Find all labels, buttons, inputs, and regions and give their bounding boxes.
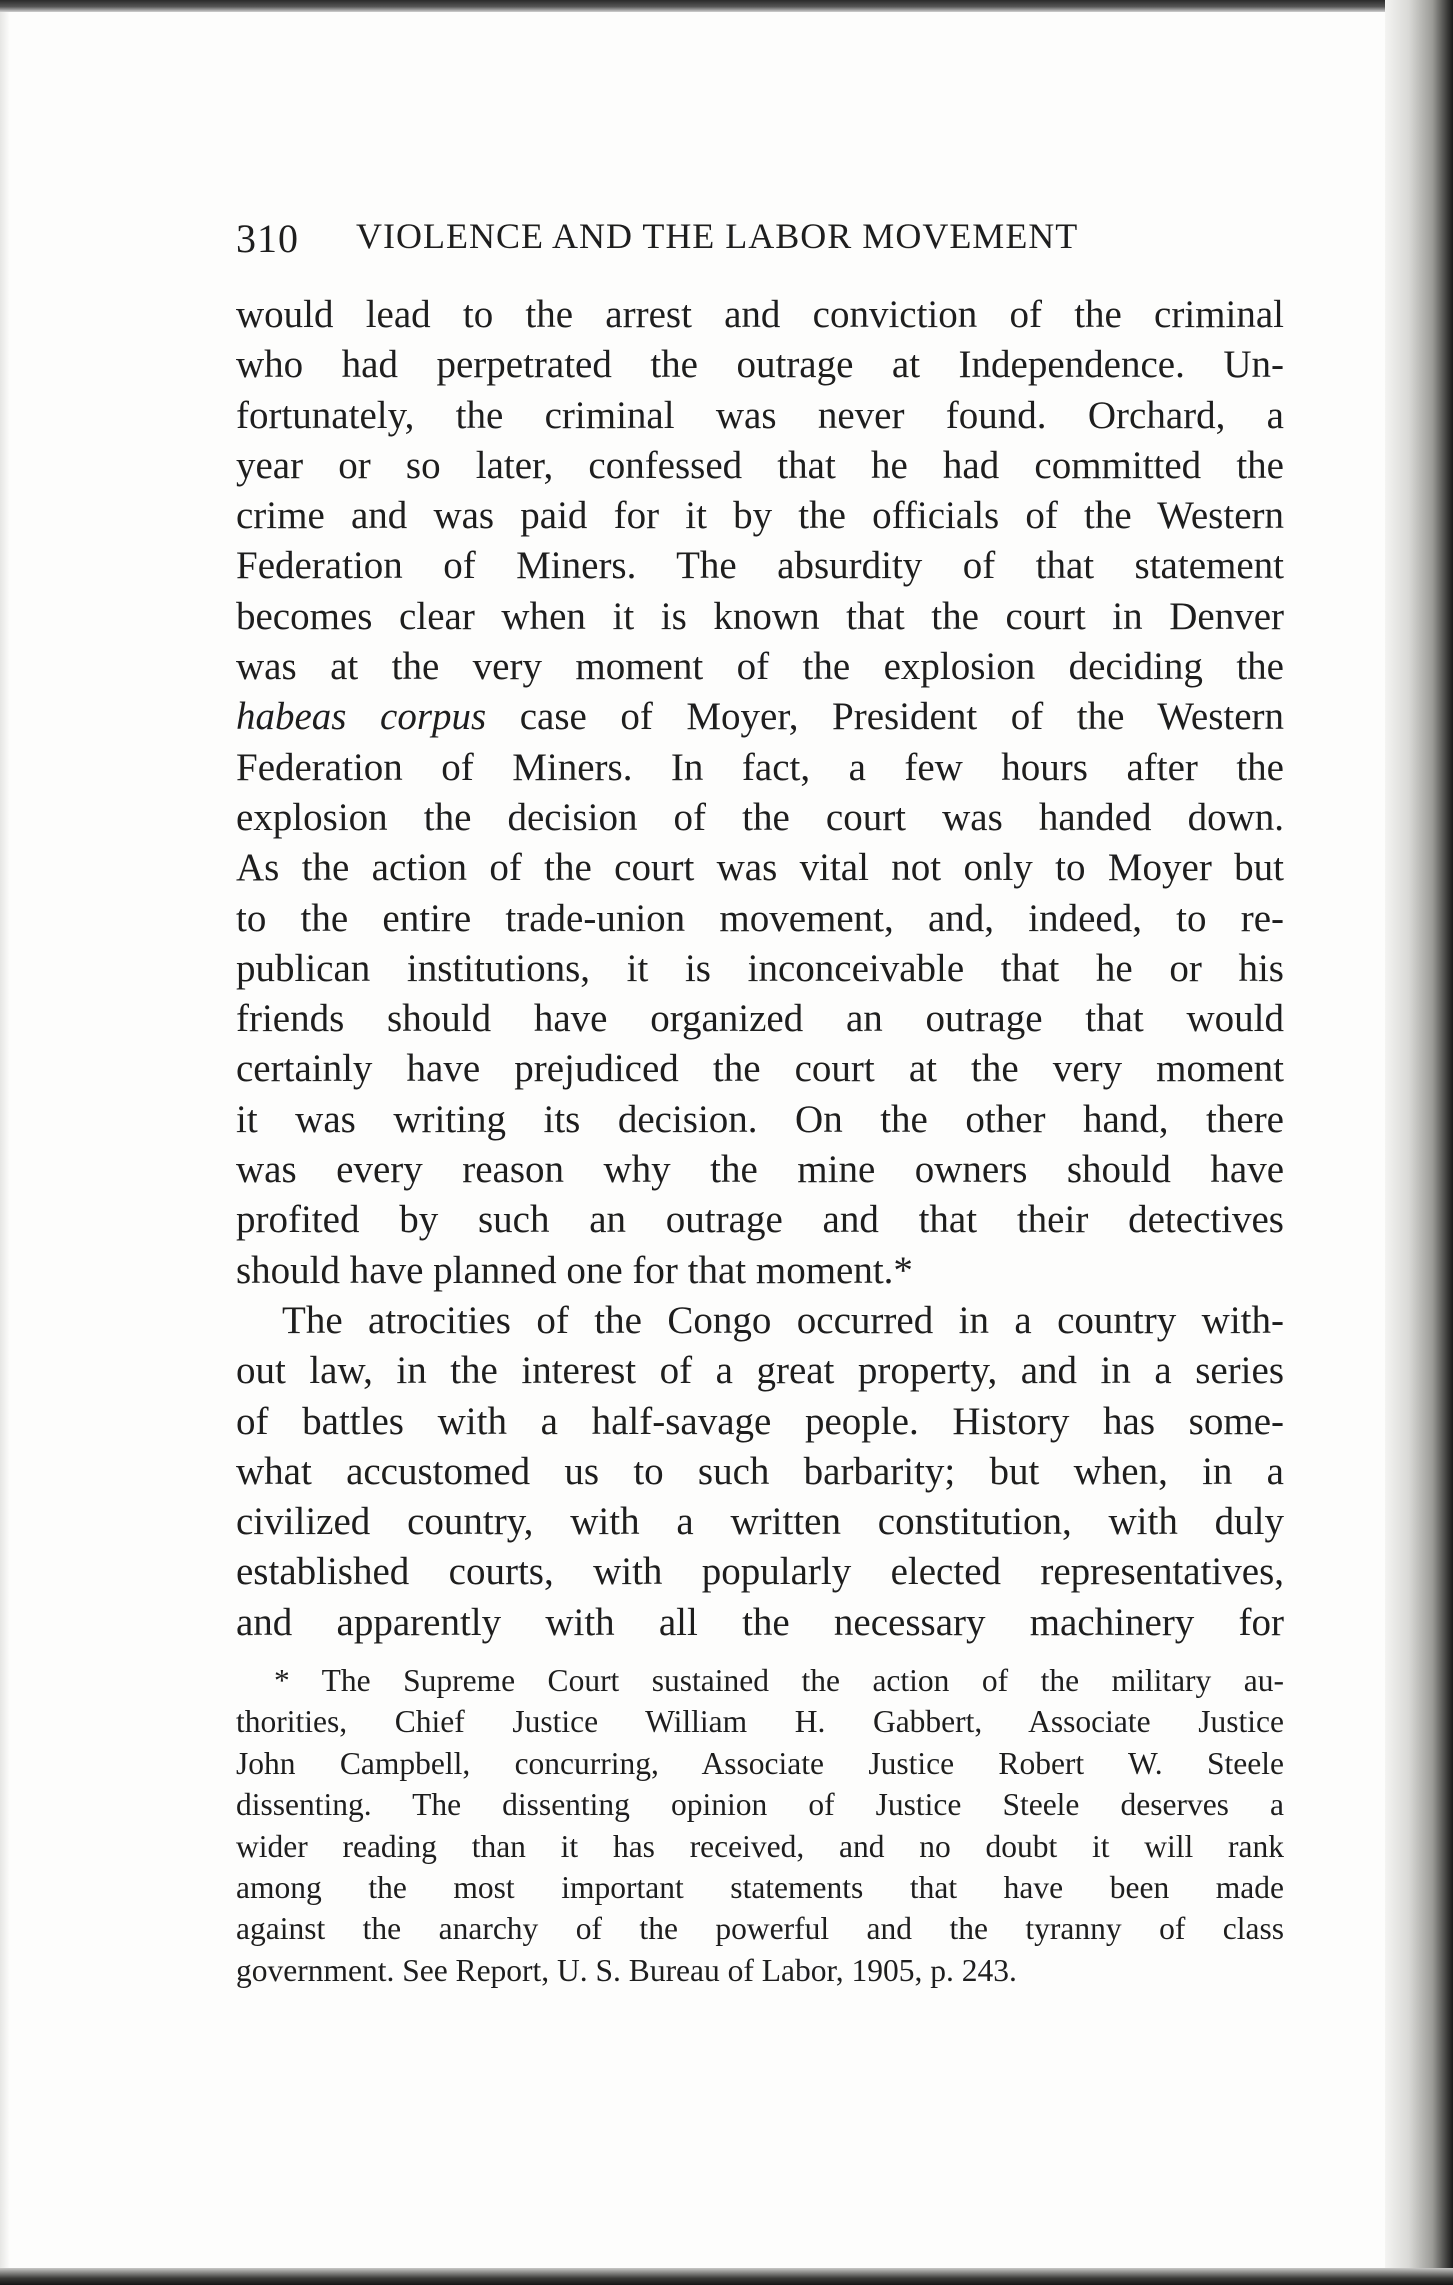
text-line: fortunately, the criminal was never found. Orchard, a xyxy=(236,393,1284,437)
text-line: of battles with a half-savage people. History has some- xyxy=(236,1399,1284,1443)
footnote-line: * The Supreme Court sustained the action of the military au- xyxy=(274,1663,1284,1698)
page-number: 310 xyxy=(236,216,299,261)
text-line: what accustomed us to such barbarity; but when, in a xyxy=(236,1449,1284,1493)
text-line: As the action of the court was vital not only to Moyer but xyxy=(236,846,1284,890)
body-text xyxy=(236,290,1284,1648)
text-line: who had perpetrated the outrage at Independence. Un- xyxy=(236,343,1284,387)
paragraph-2 xyxy=(236,1296,1284,1648)
text-line: explosion the decision of the court was handed down. xyxy=(236,795,1284,839)
footnote-line: dissenting. The dissenting opinion of Justice Steele deserves a xyxy=(236,1787,1284,1823)
footnote-line: government. See Report, U. S. Bureau of Labor, 1905, p. 243. xyxy=(236,1952,1017,1988)
text-line: would lead to the arrest and conviction of the criminal xyxy=(236,293,1284,336)
footnote xyxy=(236,1660,1284,1991)
footnote-line: wider reading than it has received, and no doubt it will rank xyxy=(236,1828,1284,1864)
text-line: profited by such an outrage and that their detectives xyxy=(236,1198,1284,1242)
text-line: out law, in the interest of a great property, and in a series xyxy=(236,1349,1284,1393)
text-line: civilized country, with a written constitution, with duly xyxy=(236,1500,1284,1544)
page-binding-shadow xyxy=(1385,0,1453,2285)
text-line: to the entire trade-union movement, and, indeed, to re- xyxy=(236,896,1284,940)
text-line: was at the very moment of the explosion deciding the xyxy=(236,645,1284,689)
paragraph-1 xyxy=(236,290,1284,1296)
text-line: it was writing its decision. On the other hand, there xyxy=(236,1097,1284,1141)
footnote-line: among the most important statements that have been made xyxy=(236,1869,1284,1905)
text-line: was every reason why the mine owners should have xyxy=(236,1148,1284,1192)
running-header xyxy=(236,215,1266,271)
text-line xyxy=(236,692,1284,742)
text-line: crime and was paid for it by the officials of the Western xyxy=(236,494,1284,538)
text-line-rest: case of Moyer, President of the Western xyxy=(486,695,1284,739)
text-line: and apparently with all the necessary machinery for xyxy=(236,1600,1284,1644)
text-line: should have planned one for that moment.* xyxy=(236,1248,913,1292)
text-line: Federation of Miners. The absurdity of that statement xyxy=(236,544,1284,588)
text-line: year or so later, confessed that he had committed the xyxy=(236,443,1284,487)
page-top-edge xyxy=(0,0,1410,12)
footnote-line: thorities, Chief Justice William H. Gabbert, Associate Justice xyxy=(236,1704,1284,1740)
text-line: publican institutions, it is inconceivable that he or his xyxy=(236,946,1284,990)
text-line: established courts, with popularly elected representatives, xyxy=(236,1550,1284,1594)
text-line: becomes clear when it is known that the court in Denver xyxy=(236,594,1284,638)
footnote-line: John Campbell, concurring, Associate Justice Robert W. Steele xyxy=(236,1745,1284,1781)
page-left-edge xyxy=(0,0,10,2285)
italic-phrase: habeas corpus xyxy=(236,695,487,739)
text-line: certainly have prejudiced the court at the very moment xyxy=(236,1047,1284,1091)
footnote-line: against the anarchy of the powerful and the tyranny of class xyxy=(236,1911,1284,1947)
text-line: friends should have organized an outrage that would xyxy=(236,997,1284,1041)
page-bottom-edge xyxy=(0,2268,1453,2285)
running-title: VIOLENCE AND THE LABOR MOVEMENT xyxy=(356,216,1079,256)
text-line: The atrocities of the Congo occurred in a country with- xyxy=(282,1298,1284,1342)
text-line: Federation of Miners. In fact, a few hours after the xyxy=(236,745,1284,789)
